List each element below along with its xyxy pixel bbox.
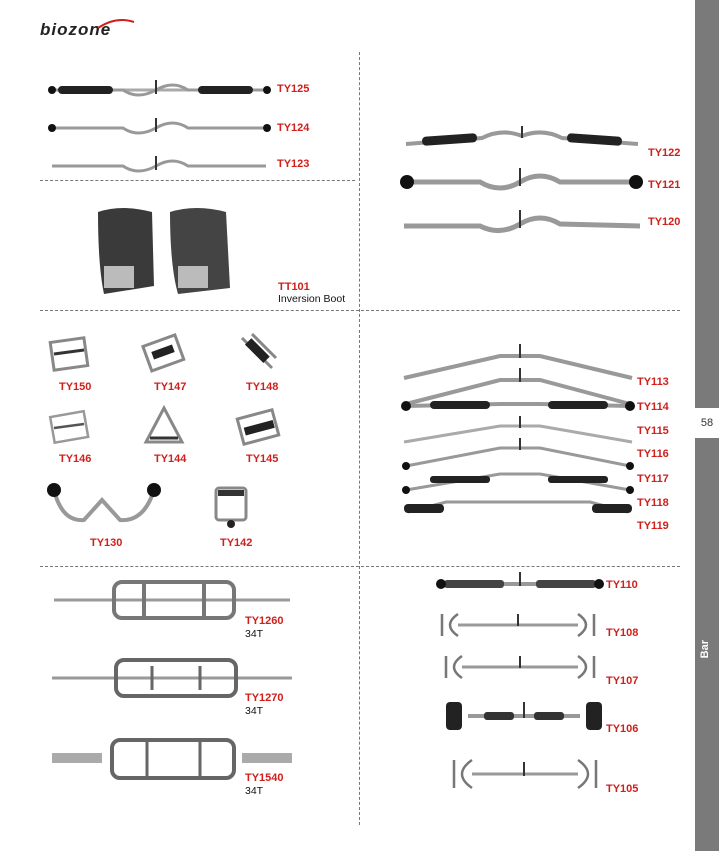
product-spec-ty1260: 34T [245,628,264,640]
product-code-ty113: TY113 [637,376,669,388]
product-code-ty146: TY146 [59,453,92,465]
product-code-ty144: TY144 [154,453,187,465]
product-code-ty1260: TY1260 [245,615,284,627]
section-label: Bar [699,640,711,659]
product-image-ty150 [48,334,92,374]
product-spec-ty1540: 34T [245,785,264,797]
product-code-ty107: TY107 [606,675,639,687]
product-code-ty142: TY142 [220,537,253,549]
divider-h-3 [40,566,680,567]
product-code-ty108: TY108 [606,627,639,639]
product-image-ty122 [402,124,642,154]
product-code-ty1270: TY1270 [245,692,284,704]
product-code-ty117: TY117 [637,473,669,485]
product-code-ty119: TY119 [637,520,669,532]
product-code-ty1540: TY1540 [245,772,284,784]
product-image-ty121 [400,166,645,198]
divider-vertical-bottom [359,330,360,825]
product-image-ty123 [48,154,273,176]
product-code-ty145: TY145 [246,453,279,465]
product-image-ty146 [48,406,92,446]
product-spec-ty1270: 34T [245,705,264,717]
product-code-ty125: TY125 [277,83,310,95]
logo-swoosh-icon [96,18,136,30]
product-code-ty115: TY115 [637,425,669,437]
product-image-ty110 [436,572,604,596]
product-code-ty114: TY114 [637,401,669,413]
page-number: 58 [695,408,719,438]
product-code-ty120: TY120 [648,216,681,228]
product-image-ty107 [442,652,598,682]
product-code-tt101: TT101 [278,281,310,293]
product-code-ty148: TY148 [246,381,279,393]
divider-h-1 [40,180,355,181]
divider-h-2 [40,310,680,311]
divider-vertical-top [359,52,360,327]
product-image-ty147 [142,332,186,372]
product-code-ty123: TY123 [277,158,310,170]
product-code-ty110: TY110 [606,579,638,591]
product-code-ty118: TY118 [637,497,669,509]
product-image-ty130 [44,482,166,530]
product-image-ty145 [236,404,280,448]
product-code-ty116: TY116 [637,448,669,460]
product-image-ty144 [142,404,186,448]
product-name-tt101: Inversion Boot [278,293,346,305]
product-image-tt101 [92,206,242,298]
product-code-ty121: TY121 [648,179,681,191]
product-code-ty130: TY130 [90,537,123,549]
brand-logo: biozone [40,20,112,39]
product-code-ty150: TY150 [59,381,92,393]
product-code-ty124: TY124 [277,122,310,134]
product-image-ty148 [236,332,280,374]
product-image-ty142 [212,486,252,530]
product-image-ty108 [438,610,598,640]
product-image-ty124 [48,118,273,140]
product-code-ty147: TY147 [154,381,187,393]
product-image-ty106 [444,696,604,736]
lat-bars-image [400,344,636,524]
product-image-ty120 [400,206,645,238]
product-image-ty125 [48,78,273,102]
product-image-ty105 [450,756,600,792]
product-code-ty105: TY105 [606,783,639,795]
product-code-ty106: TY106 [606,723,639,735]
product-code-ty122: TY122 [648,147,681,159]
